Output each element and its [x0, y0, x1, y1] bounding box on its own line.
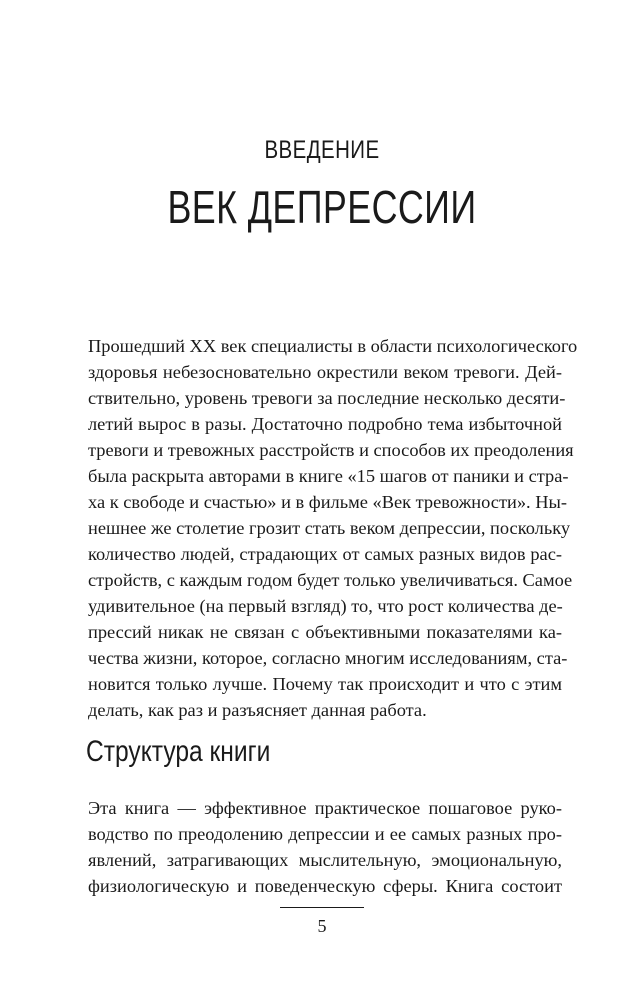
- intro-line: летий вырос в разы. Достаточно подробно тема избыточной: [88, 414, 562, 434]
- intro-line: количество людей, страдающих от самых разных видов рас-: [88, 544, 562, 564]
- structure-line: Эта книга — эффективное практическое пошаговое руко-: [88, 798, 562, 818]
- intro-line: была раскрыта авторами в книге «15 шагов от паники и стра-: [88, 466, 569, 486]
- intro-line: чества жизни, которое, согласно многим исследованиям, ста-: [88, 648, 568, 668]
- intro-line: нешнее же столетие грозит стать веком депрессии, поскольку: [88, 518, 571, 538]
- intro-line: новится только лучше. Почему так происходит и что с этим: [88, 674, 562, 694]
- intro-line: ствительно, уровень тревоги за последние несколько десяти-: [88, 388, 566, 408]
- structure-paragraph: [88, 795, 562, 899]
- intro-line: Прошедший XX век специалисты в области психологического: [88, 336, 578, 356]
- intro-line: тревоги и тревожных расстройств и способов их преодоления: [88, 440, 574, 460]
- chapter-title: ВЕК ДЕПРЕССИИ: [167, 181, 477, 233]
- intro-line: прессий никак не связан с объективными показателями ка-: [88, 622, 562, 642]
- intro-line: делать, как раз и разъясняет данная работа.: [88, 700, 427, 720]
- section-heading: Структура книги: [86, 735, 271, 768]
- footer-rule: [280, 907, 364, 908]
- structure-line: водство по преодолению депрессии и ее самых разных про-: [88, 824, 562, 844]
- structure-line: явлений, затрагивающих мыслительную, эмоциональную,: [88, 850, 562, 870]
- structure-line: физиологическую и поведенческую сферы. Книга состоит: [88, 876, 562, 896]
- intro-paragraph: [88, 333, 578, 723]
- chapter-kicker: ВВЕДЕНИЕ: [264, 136, 380, 164]
- intro-line: здоровья небезосновательно окрестили веком тревоги. Дей-: [88, 362, 562, 382]
- intro-line: ха к свободе и счастью» и в фильме «Век тревожности». Ны-: [88, 492, 567, 512]
- page-number: 5: [317, 916, 327, 936]
- intro-line: удивительное (на первый взгляд) то, что рост количества де-: [88, 596, 563, 616]
- intro-line: стройств, с каждым годом будет только увеличиваться. Самое: [88, 570, 573, 590]
